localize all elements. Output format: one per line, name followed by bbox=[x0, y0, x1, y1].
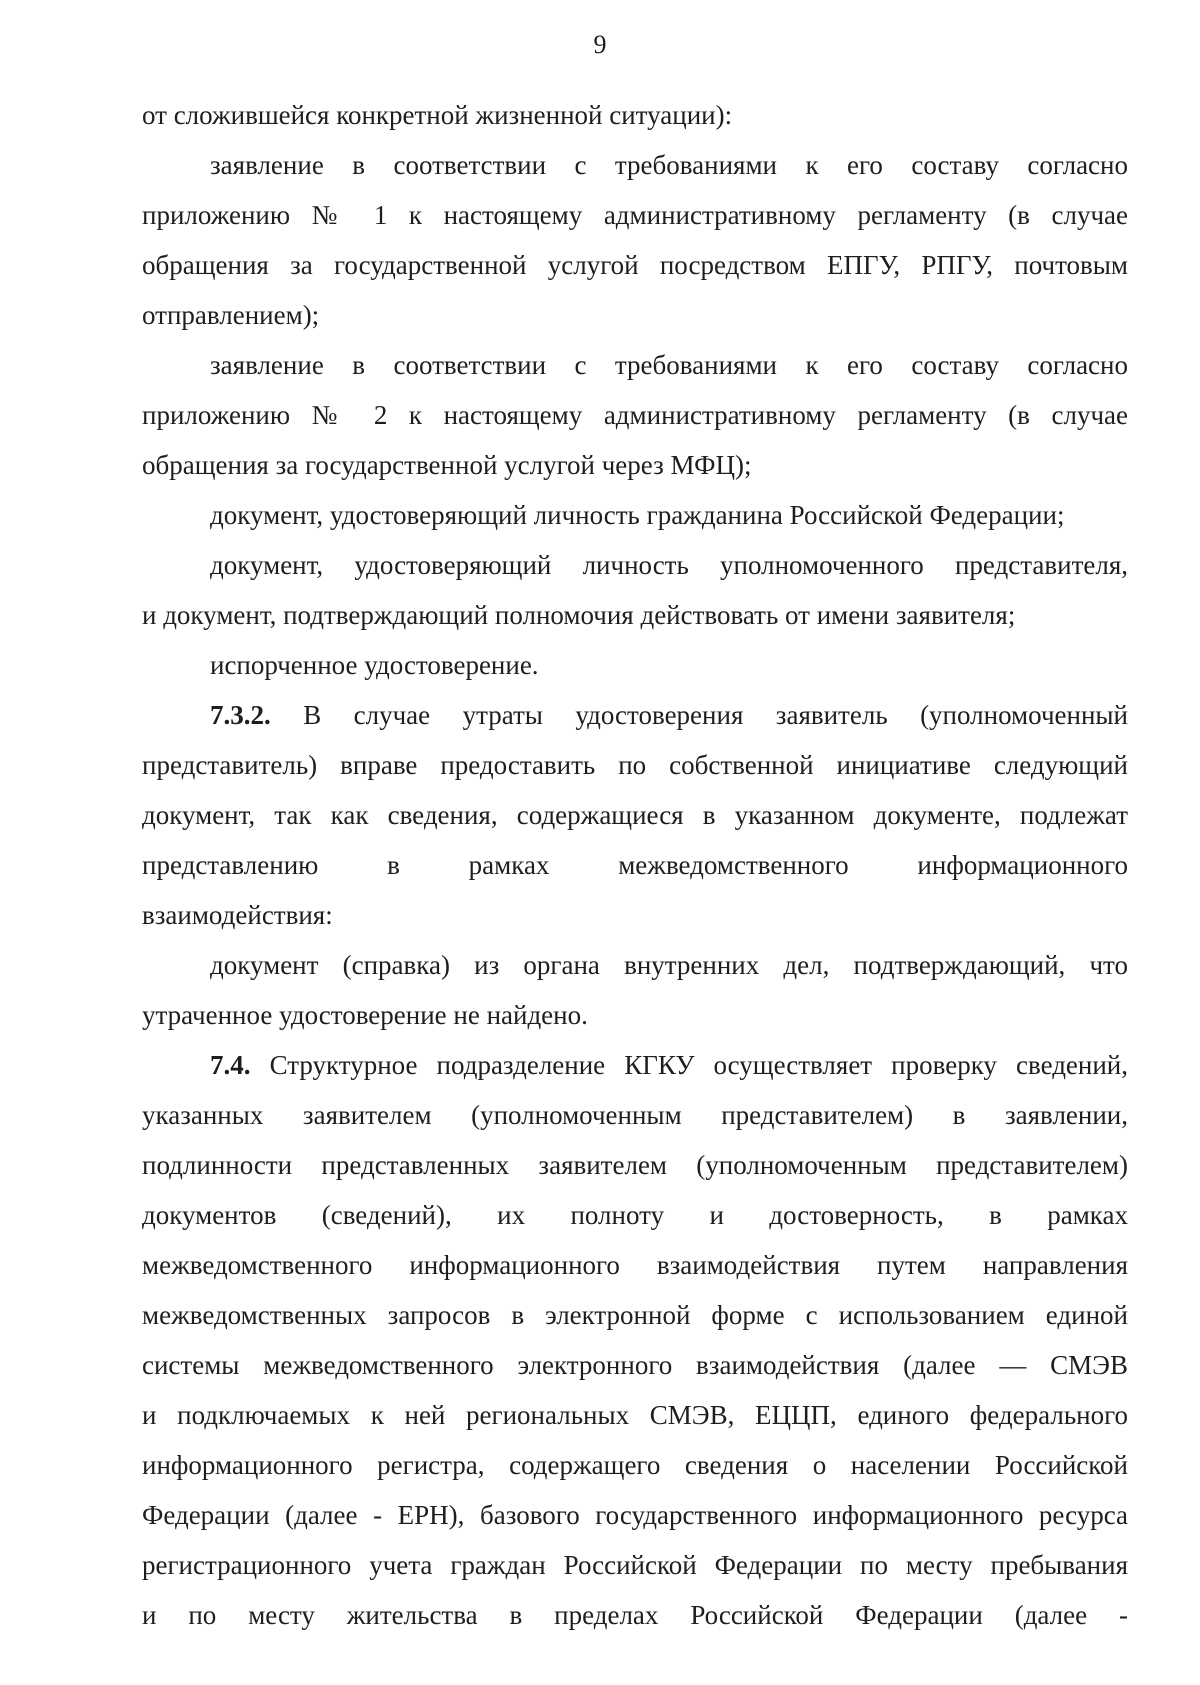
text-line: межведомственных запросов в электронной форме с использованием единой bbox=[142, 1300, 1128, 1330]
section-number-7-3-2: 7.3.2. bbox=[210, 700, 271, 730]
text-line: документ (справка) из органа внутренних дел, подтверждающий, что bbox=[210, 950, 1128, 980]
text-line: приложению № 2 к настоящему административному регламенту (в случае bbox=[142, 400, 1128, 430]
text-line: обращения за государственной услугой посредством ЕПГУ, РПГУ, почтовым bbox=[142, 250, 1128, 280]
text-line: обращения за государственной услугой через МФЦ); bbox=[142, 450, 752, 480]
text-line: приложению № 1 к настоящему административному регламенту (в случае bbox=[142, 200, 1128, 230]
text-line: документ, так как сведения, содержащиеся в указанном документе, подлежат bbox=[142, 800, 1128, 830]
text-line: документ, удостоверяющий личность гражданина Российской Федерации; bbox=[210, 500, 1065, 530]
text-line: регистрационного учета граждан Российской Федерации по месту пребывания bbox=[142, 1550, 1128, 1580]
text-line: и документ, подтверждающий полномочия действовать от имени заявителя; bbox=[142, 600, 1016, 630]
text-line: информационного регистра, содержащего сведения о населении Российской bbox=[142, 1450, 1128, 1480]
document-body bbox=[142, 90, 1128, 1640]
text-line: от сложившейся конкретной жизненной ситуации): bbox=[142, 100, 733, 130]
text-line: системы межведомственного электронного взаимодействия (далее — СМЭВ bbox=[142, 1350, 1128, 1380]
section-7-4-first-line bbox=[142, 1040, 1128, 1090]
text-line: В случае утраты удостоверения заявитель (уполномоченный bbox=[303, 700, 1128, 730]
text-line: утраченное удостоверение не найдено. bbox=[142, 1000, 588, 1030]
text-line: Федерации (далее - ЕРН), базового государственного информационного ресурса bbox=[142, 1500, 1128, 1530]
text-line: Структурное подразделение КГКУ осуществляет проверку сведений, bbox=[269, 1050, 1128, 1080]
text-line: представитель) вправе предоставить по собственной инициативе следующий bbox=[142, 750, 1128, 780]
page-number: 9 bbox=[593, 30, 607, 59]
text-line: и подключаемых к ней региональных СМЭВ, ЕЦЦП, единого федерального bbox=[142, 1400, 1128, 1430]
text-line: представлению в рамках межведомственного информационного bbox=[142, 850, 1128, 880]
text-line: подлинности представленных заявителем (уполномоченным представителем) bbox=[142, 1150, 1128, 1180]
text-line: заявление в соответствии с требованиями к его составу согласно bbox=[210, 150, 1128, 180]
text-line: документ, удостоверяющий личность уполномоченного представителя, bbox=[210, 550, 1128, 580]
text-line: указанных заявителем (уполномоченным представителем) в заявлении, bbox=[142, 1100, 1128, 1130]
text-line: заявление в соответствии с требованиями к его составу согласно bbox=[210, 350, 1128, 380]
text-line: межведомственного информационного взаимодействия путем направления bbox=[142, 1250, 1128, 1280]
text-line: и по месту жительства в пределах Российской Федерации (далее - bbox=[142, 1600, 1128, 1630]
section-number-7-4: 7.4. bbox=[210, 1050, 251, 1080]
text-line: документов (сведений), их полноту и достоверность, в рамках bbox=[142, 1200, 1128, 1230]
text-line: отправлением); bbox=[142, 300, 320, 330]
section-7-3-2-first-line bbox=[142, 690, 1128, 740]
text-line: взаимодействия: bbox=[142, 900, 333, 930]
text-line: испорченное удостоверение. bbox=[210, 650, 539, 680]
